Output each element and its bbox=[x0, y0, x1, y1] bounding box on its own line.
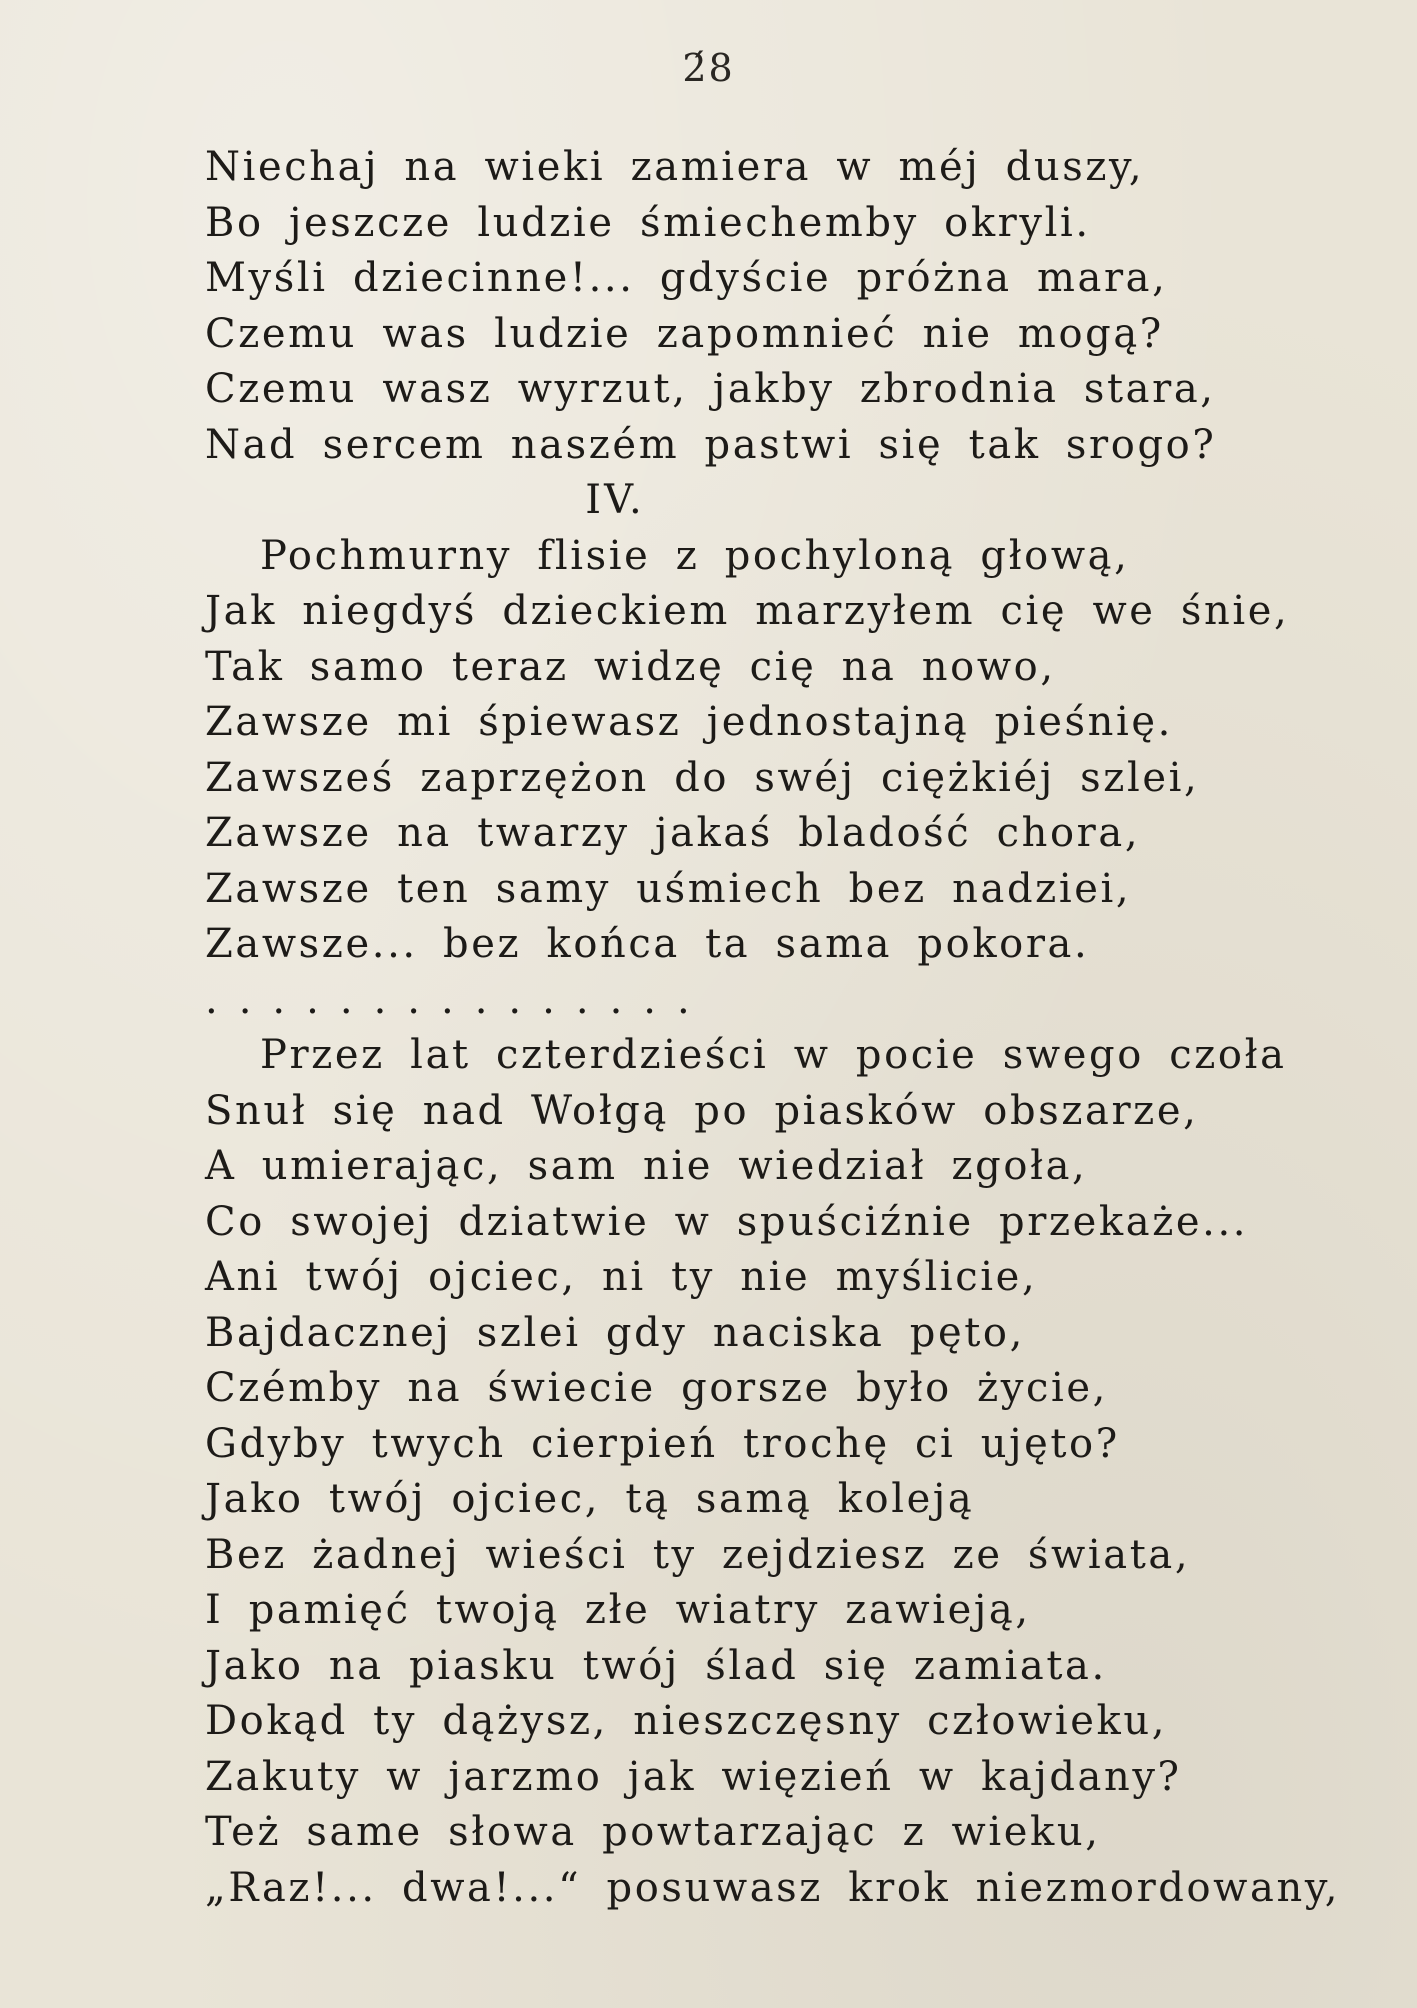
verse-line: Zawsze... bez końca ta sama pokora. bbox=[205, 921, 1090, 967]
verse-line: Jako na piasku twój ślad się zamiata. bbox=[205, 1642, 1107, 1689]
page-number: 2́8 bbox=[682, 46, 735, 90]
verse-line: Bo jeszcze ludzie śmiechemby okryli. bbox=[205, 199, 1091, 246]
verse-line: Nad sercem naszém pastwi się tak srogo? bbox=[205, 421, 1217, 468]
verse-line: Zawsze ten samy uśmiech bez nadziei, bbox=[205, 865, 1132, 912]
verse-line: Zawsześ zaprzężon do swéj ciężkiéj szlei, bbox=[205, 754, 1200, 801]
verse-line: Czémby na świecie gorsze było życie, bbox=[205, 1365, 1108, 1411]
verse-line: Jak niegdyś dzieckiem marzyłem cię we śnie, bbox=[205, 588, 1290, 634]
verse-line: Niechaj na wieki zamiera w méj duszy, bbox=[205, 144, 1145, 190]
verse-line: Bez żadnej wieści ty zejdziesz ze świata, bbox=[205, 1531, 1191, 1578]
verse-line: Zawsze mi śpiewasz jednostajną pieśnię. bbox=[205, 699, 1173, 745]
dotted-separator: ............... bbox=[205, 976, 711, 1023]
stanza-c bbox=[205, 1028, 1341, 1916]
verse-line: Bajdacznej szlei gdy naciska pęto, bbox=[205, 1309, 1025, 1356]
verse-line: I pamięć twoją złe wiatry zawieją, bbox=[205, 1587, 1031, 1633]
poem-body bbox=[205, 140, 1341, 1916]
verse-line: Co swojej dziatwie w spuściźnie przekaże... bbox=[205, 1198, 1249, 1245]
verse-line: Też same słowa powtarzając z wieku, bbox=[205, 1809, 1101, 1855]
verse-line: „Raz!... dwa!...“ posuwasz krok niezmordowany, bbox=[205, 1864, 1341, 1911]
verse-line: Pochmurny flisie z pochyloną głową, bbox=[260, 532, 1130, 579]
verse-line: Zakuty w jarzmo jak więzień w kajdany? bbox=[205, 1753, 1182, 1800]
verse-line: Zawsze na twarzy jakaś bladość chora, bbox=[205, 810, 1141, 856]
verse-line: Tak samo teraz widzę cię na nowo, bbox=[205, 643, 1056, 690]
stanza-b bbox=[205, 529, 1290, 973]
section-heading: IV. bbox=[585, 477, 645, 523]
verse-line: Czemu was ludzie zapomnieć nie mogą? bbox=[205, 310, 1164, 357]
verse-line: Snuł się nad Wołgą po piasków obszarze, bbox=[205, 1087, 1199, 1134]
verse-line: Gdyby twych cierpień trochę ci ujęto? bbox=[205, 1420, 1120, 1467]
verse-line: Ani twój ojciec, ni ty nie myślicie, bbox=[205, 1254, 1038, 1300]
verse-line: Myśli dziecinne!... gdyście próżna mara, bbox=[205, 255, 1168, 301]
verse-line: Jako twój ojciec, tą samą koleją bbox=[205, 1476, 975, 1522]
stanza-a bbox=[205, 140, 1285, 473]
verse-line: Dokąd ty dążysz, nieszczęsny człowieku, bbox=[205, 1698, 1168, 1744]
verse-line: Przez lat czterdzieści w pocie swego czoła bbox=[260, 1032, 1287, 1078]
verse-line: A umierając, sam nie wiedział zgoła, bbox=[205, 1143, 1088, 1189]
verse-line: Czemu wasz wyrzut, jakby zbrodnia stara, bbox=[205, 366, 1216, 412]
